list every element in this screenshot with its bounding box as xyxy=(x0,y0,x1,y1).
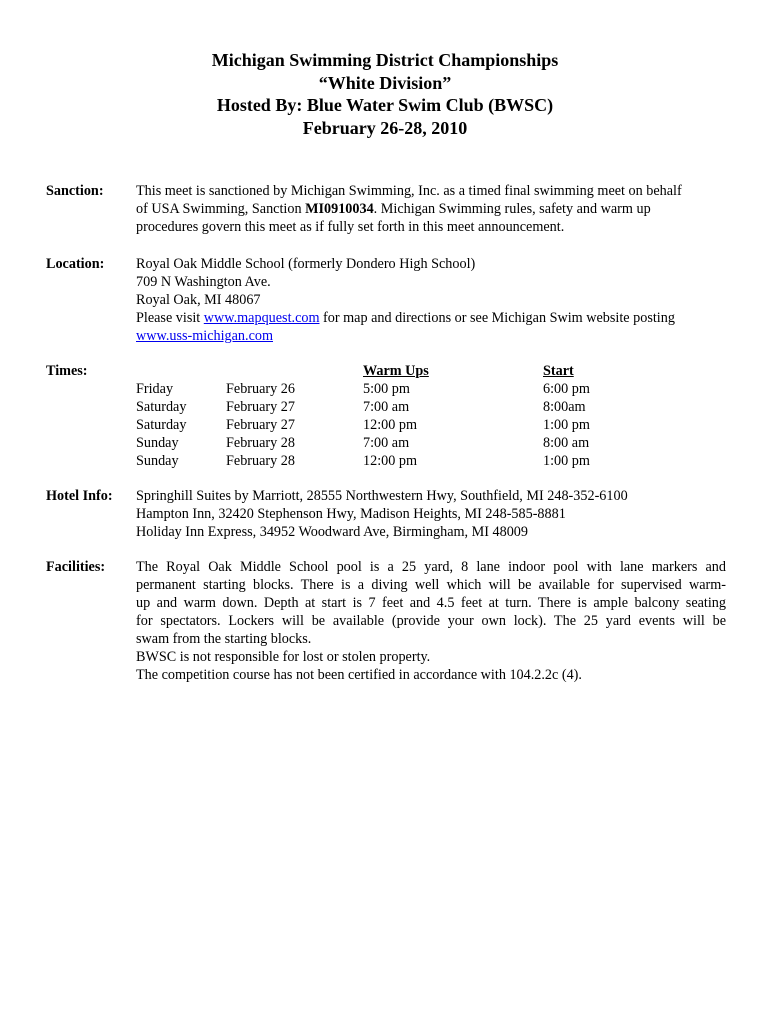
sanction-line-2-pre: of USA Swimming, Sanction xyxy=(136,201,306,217)
location-line-1: Royal Oak Middle School (formerly Dondero High School) xyxy=(136,256,476,272)
times-date: February 26 xyxy=(226,381,295,397)
times-start: 6:00 pm xyxy=(543,381,590,397)
location-line-4-post: for map and directions or see Michigan Swim website posting xyxy=(319,310,675,326)
meet-title: Michigan Swimming District Championships xyxy=(211,50,559,70)
facilities-text xyxy=(136,558,726,684)
times-date: February 27 xyxy=(226,399,295,415)
hotel-text xyxy=(136,487,726,541)
times-day: Sunday xyxy=(136,435,179,451)
meet-dates: February 26-28, 2010 xyxy=(302,117,468,138)
times-start: 8:00am xyxy=(543,399,586,415)
location-line-5 xyxy=(136,327,726,345)
times-warmup: 7:00 am xyxy=(363,435,410,451)
facilities-label: Facilities: xyxy=(46,559,106,575)
facilities-line-6: BWSC is not responsible for lost or stolen property. xyxy=(136,649,431,665)
times-day: Sunday xyxy=(136,453,179,469)
hotel-line-2: Hampton Inn, 32420 Stephenson Hwy, Madison Heights, MI 248-585-8881 xyxy=(136,506,566,522)
times-day: Friday xyxy=(136,381,174,397)
times-date: February 28 xyxy=(226,453,295,469)
times-date: February 27 xyxy=(226,417,295,433)
host-line: Hosted By: Blue Water Swim Club (BWSC) xyxy=(216,95,554,115)
sanction-line-3: procedures govern this meet as if fully set forth in this meet announcement. xyxy=(136,219,565,235)
times-start: 1:00 pm xyxy=(543,417,590,433)
times-day: Saturday xyxy=(136,417,187,433)
times-day-column xyxy=(136,362,186,470)
hotel-line-3: Holiday Inn Express, 34952 Woodward Ave, Birmingham, MI 48009 xyxy=(136,524,528,540)
sanction-line-2-post: . Michigan Swimming rules, safety and warm up xyxy=(373,201,651,217)
times-date: February 28 xyxy=(226,435,295,451)
document-header xyxy=(0,49,770,139)
location-line-2: 709 N Washington Ave. xyxy=(136,274,271,290)
facilities-line-3: up and warm down. Depth at start is 7 feet and 4.5 feet at turn. There is ample balcony seating xyxy=(136,595,726,611)
hotel-line-1: Springhill Suites by Marriott, 28555 Northwestern Hwy, Southfield, MI 248-352-6100 xyxy=(136,488,628,504)
times-warmup: 12:00 pm xyxy=(363,417,417,433)
sanction-number: MI0910034 xyxy=(305,201,374,217)
division-title: “White Division” xyxy=(318,72,452,93)
location-text xyxy=(136,255,726,345)
sanction-label: Sanction: xyxy=(46,183,104,199)
location-label: Location: xyxy=(46,256,105,272)
times-warmup: 7:00 am xyxy=(363,399,410,415)
warmup-header: Warm Ups xyxy=(363,363,429,379)
start-header: Start xyxy=(543,363,574,379)
facilities-line-4: for spectators. Lockers will be available (provide your own lock). The 25 yard events will be xyxy=(136,613,726,629)
facilities-line-5: swam from the starting blocks. xyxy=(136,631,312,647)
location-line-4-pre: Please visit xyxy=(136,310,204,326)
sanction-line-1: This meet is sanctioned by Michigan Swimming, Inc. as a timed final swimming meet on behalf xyxy=(136,183,682,199)
location-line-3: Royal Oak, MI 48067 xyxy=(136,292,261,308)
times-label: Times: xyxy=(46,363,88,379)
location-line-4 xyxy=(136,309,726,327)
sanction-line-2 xyxy=(136,200,726,218)
times-warmup-column xyxy=(363,362,429,470)
facilities-line-2: permanent starting blocks. There is a diving well which will be available for supervised warm- xyxy=(136,577,726,593)
facilities-line-1: The Royal Oak Middle School pool is a 25 yard, 8 lane indoor pool with lane markers and xyxy=(136,559,726,575)
times-start-column xyxy=(543,362,590,470)
mapquest-link[interactable]: www.mapquest.com xyxy=(203,310,320,326)
times-start: 8:00 am xyxy=(543,435,590,451)
sanction-text xyxy=(136,182,726,236)
times-date-column xyxy=(226,362,295,470)
uss-michigan-link[interactable]: www.uss-michigan.com xyxy=(136,328,273,344)
times-day: Saturday xyxy=(136,399,187,415)
times-start: 1:00 pm xyxy=(543,453,590,469)
facilities-line-7: The competition course has not been certified in accordance with 104.2.2c (4). xyxy=(136,667,582,683)
times-warmup: 5:00 pm xyxy=(363,381,410,397)
times-warmup: 12:00 pm xyxy=(363,453,417,469)
hotel-label: Hotel Info: xyxy=(46,488,113,504)
